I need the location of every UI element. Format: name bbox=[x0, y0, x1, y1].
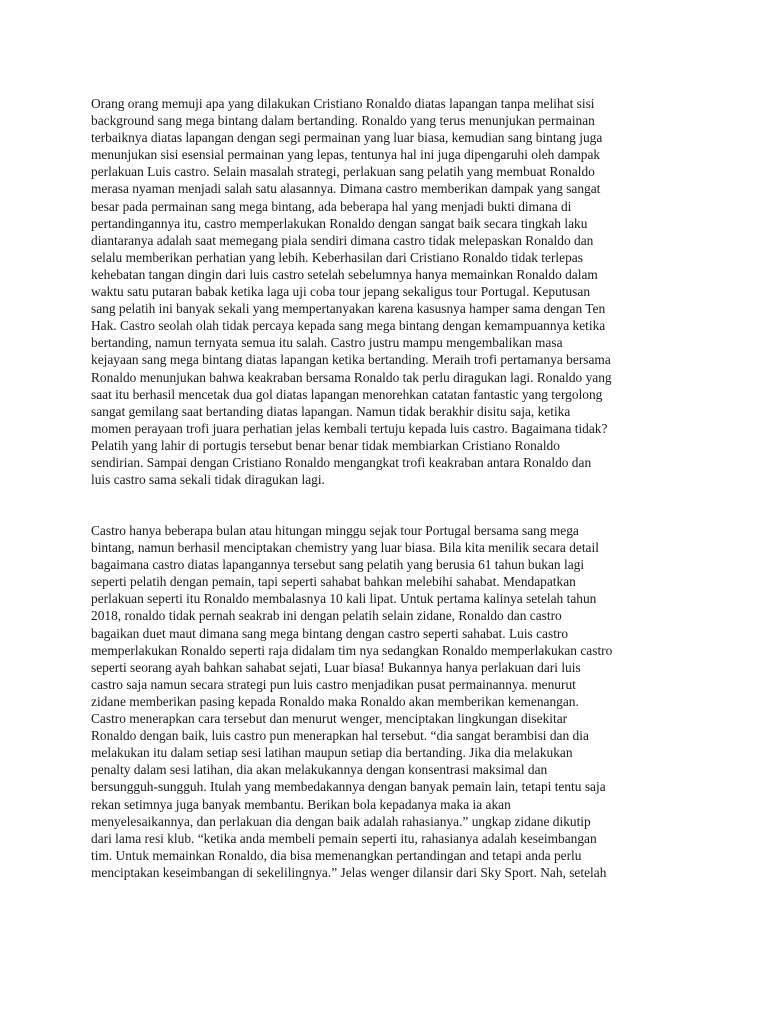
text-line: Castro hanya beberapa bulan atau hitungan minggu sejak tour Portugal bersama sang mega bbox=[91, 523, 579, 538]
text-line: melakukan itu dalam setiap sesi latihan maupun setiap dia bertanding. Jika dia melakukan bbox=[91, 745, 573, 761]
text-line: perlakuan seperti itu Ronaldo membalasnya 10 kali lipat. Untuk pertama kalinya setelah tahun bbox=[91, 591, 597, 607]
text-line: bagaikan duet maut dimana sang mega bintang dengan castro seperti sahabat. Luis castro bbox=[91, 625, 569, 641]
text-line: seperti seorang ayah bahkan sahabat sejati, Luar biasa! Bukannya hanya perlakuan dari luis bbox=[91, 659, 581, 675]
text-line: background sang mega bintang dalam bertanding. Ronaldo yang terus menunjukan permainan bbox=[91, 113, 595, 129]
text-line: diantaranya adalah saat memegang piala sendiri dimana castro tidak melepaskan Ronaldo dan bbox=[91, 232, 594, 248]
text-line: saat itu berhasil mencetak dua gol diatas lapangan menorehkan catatan fantastic yang tergolong bbox=[91, 386, 603, 402]
text-line: Ronaldo menunjukan bahwa keakraban bersama Ronaldo tak perlu diragukan lagi. Ronaldo yang bbox=[91, 369, 612, 385]
text-line: dari lama resi klub. “ketika anda membeli pemain seperti itu, rahasianya adalah keseimbangan bbox=[91, 830, 597, 846]
text-line: selalu memberikan perhatian yang lebih. Keberhasilan dari Cristiano Ronaldo tidak terlepas bbox=[91, 249, 583, 265]
text-line: pertandingannya itu, castro memperlakukan Ronaldo dengan sangat baik secara tingkah laku bbox=[91, 215, 588, 231]
text-line: Ronaldo dengan baik, luis castro pun menerapkan hal tersebut. “dia sangat berambisi dan dia bbox=[91, 728, 589, 744]
text-line: bersungguh-sungguh. Itulah yang membedakannya dengan banyak pemain lain, tetapi tentu saja bbox=[91, 779, 606, 795]
text-line: Castro menerapkan cara tersebut dan menurut wenger, menciptakan lingkungan disekitar bbox=[91, 711, 568, 727]
text-line: perlakuan Luis castro. Selain masalah strategi, perlakuan sang pelatih yang membuat Ronaldo bbox=[91, 164, 595, 180]
text-line: menciptakan keseimbangan di sekelilingnya.” Jelas wenger dilansir dari Sky Sport. Nah, setelah bbox=[91, 864, 607, 880]
text-line: menunjukan sisi esensial permainan yang lepas, tentunya hal ini juga dipengaruhi oleh dampak bbox=[91, 147, 601, 163]
text-line: zidane memberikan pasing kepada Ronaldo maka Ronaldo akan memberikan kemenangan. bbox=[91, 693, 579, 709]
text-line: Orang orang memuji apa yang dilakukan Cristiano Ronaldo diatas lapangan tanpa melihat sisi bbox=[91, 96, 595, 111]
text-line: Pelatih yang lahir di portugis tersebut benar benar tidak membiarkan Cristiano Ronaldo bbox=[91, 437, 560, 453]
text-line: Hak. Castro seolah olah tidak percaya kepada sang mega bintang dengan kemampuannya ketika bbox=[91, 318, 606, 334]
text-line: seperti pelatih dengan pemain, tapi seperti sahabat bahkan melebihi sahabat. Mendapatkan bbox=[91, 574, 576, 590]
text-line: kejayaan sang mega bintang diatas lapangan ketika bertanding. Meraih trofi pertamanya bersama bbox=[91, 352, 611, 368]
text-line: momen perayaan trofi juara perhatian jelas kembali tertuju kepada luis castro. Bagaimana tidak? bbox=[91, 420, 608, 436]
text-line: waktu satu putaran babak ketika laga uji coba tour jepang sekaligus tour Portugal. Keputusan bbox=[91, 284, 591, 300]
text-line: tim. Untuk memainkan Ronaldo, dia bisa memenangkan pertandingan and tetapi anda perlu bbox=[91, 847, 582, 863]
text-line: sang pelatih ini banyak sekali yang mempertanyakan karena kasusnya hamper sama dengan Ten bbox=[91, 301, 606, 317]
paragraph-1 bbox=[91, 95, 691, 488]
text-line: penalty dalam sesi latihan, dia akan melakukannya dengan konsentrasi maksimal dan bbox=[91, 762, 548, 778]
text-line: merasa nyaman menjadi salah satu alasannya. Dimana castro memberikan dampak yang sangat bbox=[91, 181, 601, 197]
text-line: rekan setimnya juga banyak membantu. Berikan bola kepadanya maka ia akan bbox=[91, 796, 511, 812]
text-line: bintang, namun berhasil menciptakan chemistry yang luar biasa. Bila kita menilik secara detail bbox=[91, 540, 599, 556]
text-line: terbaiknya diatas lapangan dengan segi permainan yang luar biasa, kemudian sang bintang juga bbox=[91, 130, 603, 146]
text-line: bertanding, namun ternyata semua itu salah. Castro justru mampu mengembalikan masa bbox=[91, 335, 563, 351]
text-line: kehebatan tangan dingin dari luis castro setelah sebelumnya hanya memainkan Ronaldo dalam bbox=[91, 266, 598, 282]
text-line: 2018, ronaldo tidak pernah seakrab ini dengan pelatih selain zidane, Ronaldo dan castro bbox=[91, 608, 562, 624]
text-line: memperlakukan Ronaldo seperti raja didalam tim nya sedangkan Ronaldo memperlakukan castro bbox=[91, 642, 613, 658]
text-line: castro saja namun secara strategi pun luis castro menjadikan pusat permainannya. menurut bbox=[91, 676, 576, 692]
text-line: sangat gemilang saat bertanding diatas lapangan. Namun tidak berakhir disitu saja, ketika bbox=[91, 403, 571, 419]
text-line: menyelesaikannya, dan perlakuan dia dengan baik adalah rahasianya.” ungkap zidane dikutip bbox=[91, 813, 591, 829]
text-line: luis castro sama sekali tidak diragukan lagi. bbox=[91, 472, 325, 488]
text-line: besar pada permainan sang mega bintang, ada beberapa hal yang menjadi bukti dimana di bbox=[91, 198, 572, 214]
text-line: bagaimana castro diatas lapangannya tersebut sang pelatih yang berusia 61 tahun bukan lagi bbox=[91, 557, 585, 573]
text-line: sendirian. Sampai dengan Cristiano Ronaldo mengangkat trofi keakraban antara Ronaldo dan bbox=[91, 454, 592, 470]
paragraph-2 bbox=[91, 522, 691, 881]
